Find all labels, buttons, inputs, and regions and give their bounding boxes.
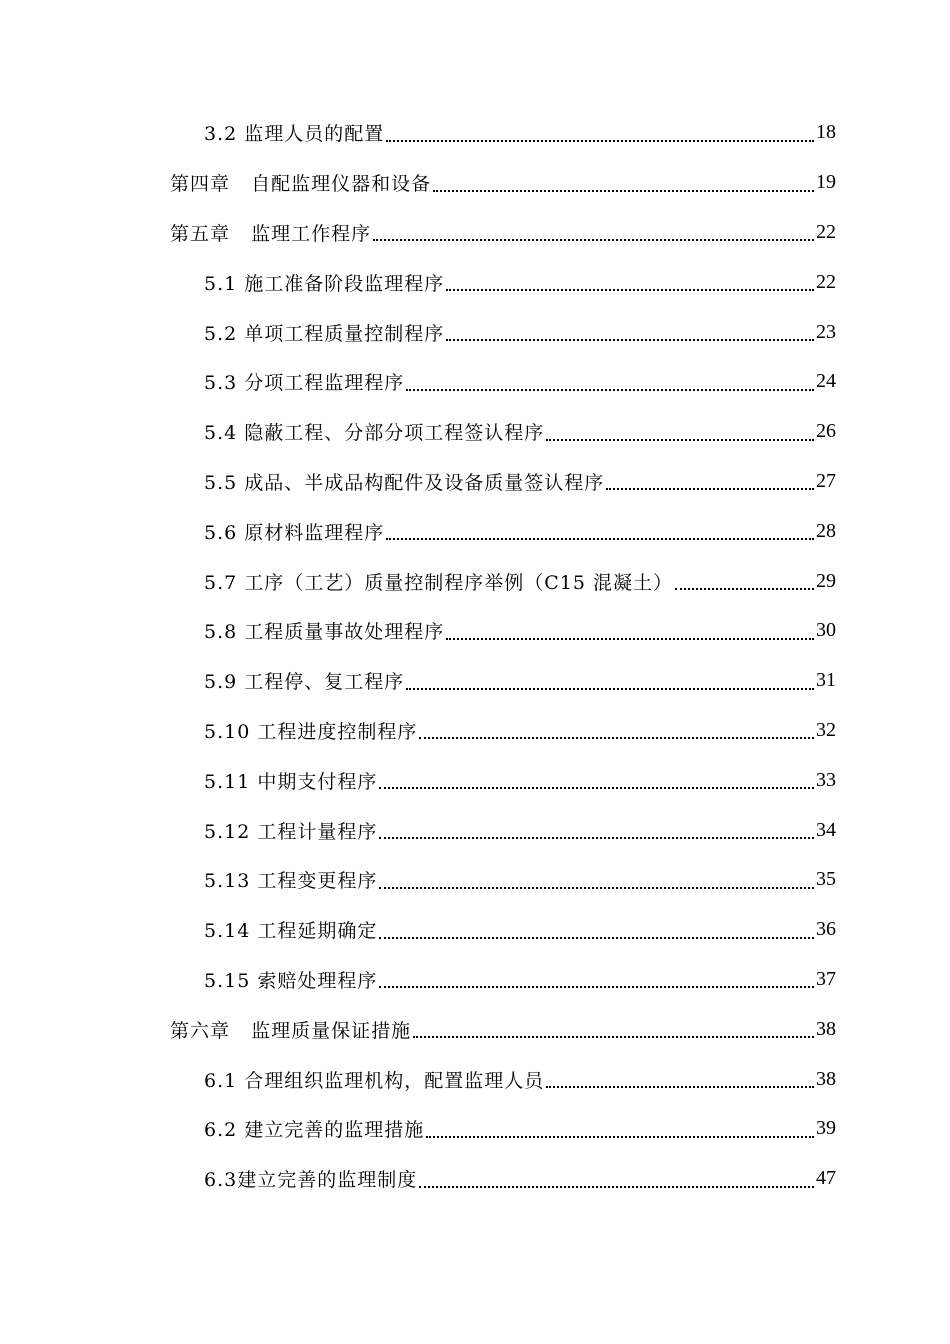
toc-entry[interactable] bbox=[0, 805, 950, 855]
toc-entry-title: 6.3建立完善的监理制度 bbox=[204, 1169, 418, 1192]
toc-dot-leader bbox=[546, 1086, 814, 1088]
toc-entry-title: 5.10 工程进度控制程序 bbox=[204, 720, 418, 743]
toc-dot-leader bbox=[419, 737, 814, 739]
toc-entry[interactable] bbox=[0, 457, 950, 507]
toc-entry-title: 5.5 成品、半成品构配件及设备质量签认程序 bbox=[204, 471, 605, 494]
toc-page-number: 38 bbox=[816, 1067, 836, 1090]
toc-dot-leader bbox=[675, 588, 814, 590]
toc-page-number: 37 bbox=[816, 967, 836, 990]
toc-entry-title: 5.1 施工准备阶段监理程序 bbox=[204, 272, 445, 295]
toc-entry[interactable] bbox=[0, 955, 950, 1005]
toc-page-number: 31 bbox=[816, 669, 836, 692]
toc-dot-leader bbox=[446, 289, 814, 291]
toc-page-number: 47 bbox=[816, 1167, 836, 1190]
toc-entry[interactable] bbox=[0, 656, 950, 706]
toc-entry[interactable] bbox=[0, 307, 950, 357]
toc-page-number: 22 bbox=[816, 220, 836, 243]
toc-entry-title: 5.9 工程停、复工程序 bbox=[204, 671, 405, 694]
toc-dot-leader bbox=[406, 389, 814, 391]
toc-entry[interactable] bbox=[0, 158, 950, 208]
toc-entry-title: 第六章 监理质量保证措施 bbox=[170, 1019, 412, 1042]
toc-page-number: 19 bbox=[816, 171, 836, 194]
toc-page-number: 28 bbox=[816, 519, 836, 542]
toc-entry[interactable] bbox=[0, 357, 950, 407]
toc-entry[interactable] bbox=[0, 556, 950, 606]
toc-dot-leader bbox=[419, 1186, 814, 1188]
toc-page-number: 30 bbox=[816, 619, 836, 642]
toc-page-number: 34 bbox=[816, 818, 836, 841]
toc-entry[interactable] bbox=[0, 1054, 950, 1104]
toc-dot-leader bbox=[379, 937, 814, 939]
toc-page-number: 27 bbox=[816, 469, 836, 492]
toc-dot-leader bbox=[379, 837, 814, 839]
toc-entry-title: 5.6 原材料监理程序 bbox=[204, 521, 385, 544]
toc-entry[interactable] bbox=[0, 905, 950, 955]
toc-page-number: 22 bbox=[816, 270, 836, 293]
toc-dot-leader bbox=[426, 1136, 814, 1138]
toc-dot-leader bbox=[413, 1036, 814, 1038]
toc-dot-leader bbox=[406, 688, 814, 690]
toc-entry[interactable] bbox=[0, 257, 950, 307]
toc-page-number: 26 bbox=[816, 420, 836, 443]
toc-entry-title: 6.2 建立完善的监理措施 bbox=[204, 1119, 425, 1142]
toc-dot-leader bbox=[386, 538, 814, 540]
toc-entry[interactable] bbox=[0, 1154, 950, 1204]
toc-page-number: 23 bbox=[816, 320, 836, 343]
toc-entry[interactable] bbox=[0, 407, 950, 457]
toc-entry[interactable] bbox=[0, 506, 950, 556]
toc-entry-title: 5.2 单项工程质量控制程序 bbox=[204, 322, 445, 345]
toc-entry-title: 5.3 分项工程监理程序 bbox=[204, 372, 405, 395]
toc-dot-leader bbox=[379, 887, 814, 889]
toc-entry-title: 5.15 索赔处理程序 bbox=[204, 969, 378, 992]
toc-dot-leader bbox=[379, 986, 814, 988]
toc-entry-title: 5.4 隐蔽工程、分部分项工程签认程序 bbox=[204, 422, 545, 445]
toc-page-number: 18 bbox=[816, 121, 836, 144]
toc-page-number: 29 bbox=[816, 569, 836, 592]
toc-dot-leader bbox=[379, 787, 814, 789]
toc-entry-title: 5.7 工序（工艺）质量控制程序举例（C15 混凝土） bbox=[204, 571, 674, 594]
toc-entry-title: 5.14 工程延期确定 bbox=[204, 920, 378, 943]
toc-entry-title: 5.13 工程变更程序 bbox=[204, 870, 378, 893]
toc-dot-leader bbox=[606, 488, 814, 490]
toc-page-number: 33 bbox=[816, 768, 836, 791]
toc-entry-title: 5.8 工程质量事故处理程序 bbox=[204, 621, 445, 644]
toc-dot-leader bbox=[546, 439, 814, 441]
toc-dot-leader bbox=[446, 339, 814, 341]
toc-page-number: 32 bbox=[816, 718, 836, 741]
toc-dot-leader bbox=[373, 239, 814, 241]
toc-entry[interactable] bbox=[0, 706, 950, 756]
toc-entry[interactable] bbox=[0, 208, 950, 258]
toc-entry-title: 3.2 监理人员的配置 bbox=[204, 123, 385, 146]
toc-entry-title: 5.11 中期支付程序 bbox=[204, 770, 378, 793]
toc-page-number: 39 bbox=[816, 1117, 836, 1140]
toc-page-number: 36 bbox=[816, 918, 836, 941]
toc-entry-title: 第五章 监理工作程序 bbox=[170, 222, 372, 245]
toc-entry[interactable] bbox=[0, 108, 950, 158]
toc-page-number: 24 bbox=[816, 370, 836, 393]
toc-entry-title: 第四章 自配监理仪器和设备 bbox=[170, 173, 432, 196]
toc-entry[interactable] bbox=[0, 1104, 950, 1154]
toc-entry-title: 6.1 合理组织监理机构，配置监理人员 bbox=[204, 1069, 545, 1092]
toc-page-number: 35 bbox=[816, 868, 836, 891]
table-of-contents bbox=[0, 108, 950, 1204]
toc-entry[interactable] bbox=[0, 755, 950, 805]
toc-entry[interactable] bbox=[0, 606, 950, 656]
toc-dot-leader bbox=[433, 190, 814, 192]
toc-entry[interactable] bbox=[0, 1004, 950, 1054]
toc-dot-leader bbox=[446, 638, 814, 640]
toc-entry[interactable] bbox=[0, 855, 950, 905]
toc-entry-title: 5.12 工程计量程序 bbox=[204, 820, 378, 843]
toc-page-number: 38 bbox=[816, 1017, 836, 1040]
toc-dot-leader bbox=[386, 140, 814, 142]
